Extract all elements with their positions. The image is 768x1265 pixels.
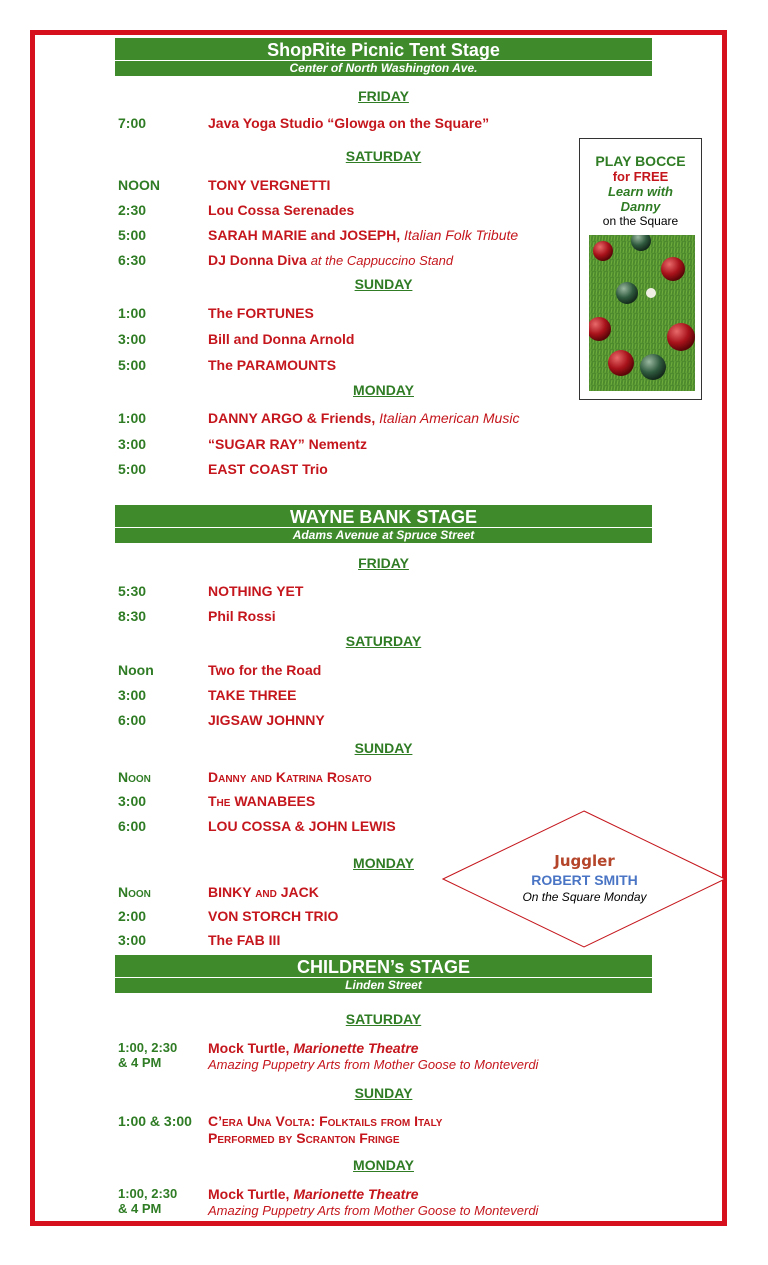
day-heading: MONDAY [353,855,414,871]
act: Danny and Katrina Rosato [208,769,372,785]
time: NOON [118,177,160,193]
time: 3:00 [118,687,147,703]
time: 1:00 [118,410,147,426]
time: 1:00 & 3:00 [118,1113,192,1129]
act-with-note [208,252,453,268]
juggler-heading: Juggler [554,852,615,870]
time: 3:00 [118,793,147,809]
time: 5:30 [118,583,147,599]
time: 8:30 [118,608,147,624]
stage-title: CHILDREN’s STAGE [296,957,470,977]
act: Lou Cossa Serenades [208,202,355,218]
act: BINKY and JACK [208,884,319,900]
day-heading: FRIDAY [358,555,409,571]
day-heading: SATURDAY [345,1011,422,1027]
time [118,1040,177,1070]
act: NOTHING YET [208,583,304,599]
act-with-note [208,410,519,426]
time: 6:00 [118,712,147,728]
time-line: & 4 PM [118,1055,162,1070]
act-with-note [208,1113,442,1147]
act: VON STORCH TRIO [208,908,339,924]
act: Bill and Donna Arnold [208,331,355,347]
time-line: 1:00, 2:30 [118,1040,178,1055]
juggler-name: ROBERT SMITH [531,872,638,888]
day-heading: MONDAY [353,1157,414,1173]
time: 6:30 [118,252,147,268]
time: 5:00 [118,227,147,243]
day-heading: SUNDAY [354,1085,413,1101]
act: Two for the Road [208,662,322,678]
act: Java Yoga Studio “Glowga on the Square” [208,115,490,131]
act: Phil Rossi [208,608,276,624]
time: 5:00 [118,461,147,477]
act-note: Amazing Puppetry Arts from Mother Goose to Monteverdi [208,1057,539,1072]
bocce-learn: Learn with [607,184,673,199]
bocce-free: for FREE [612,169,669,184]
stage-location: Adams Avenue at Spruce Street [115,527,652,543]
time: 2:00 [118,908,147,924]
act: LOU COSSA & JOHN LEWIS [208,818,396,834]
act: “SUGAR RAY” Nementz [208,436,367,452]
act: The FORTUNES [208,305,314,321]
act-with-note [208,1186,538,1219]
time [118,1186,177,1216]
act: The PARAMOUNTS [208,357,337,373]
time: Noon [118,884,151,900]
act-note: Amazing Puppetry Arts from Mother Goose to Monteverdi [208,1203,539,1218]
act: Mock Turtle, [208,1040,290,1056]
act: DJ Donna Diva [208,252,307,268]
act: TONY VERGNETTI [208,177,331,193]
stage-title: ShopRite Picnic Tent Stage [267,40,500,60]
stage-banner-wayne-bank [115,505,652,543]
act-with-note [208,1040,538,1073]
act: Mock Turtle, [208,1186,290,1202]
day-heading: SATURDAY [345,148,422,164]
act: SARAH MARIE and JOSEPH, [208,227,401,243]
act: EAST COAST Trio [208,461,328,477]
act: The WANABEES [208,793,316,809]
bocce-location: on the Square [602,214,679,228]
act-emphasis: Marionette Theatre [293,1186,419,1202]
act-with-note [208,227,518,243]
stage-location: Linden Street [115,977,652,993]
act: DANNY ARGO & Friends, [208,410,376,426]
time: Noon [118,769,151,785]
time: 2:30 [118,202,147,218]
act-emphasis: Marionette Theatre [293,1040,419,1056]
day-heading: SUNDAY [354,740,413,756]
day-heading: SUNDAY [354,276,413,292]
time: 3:00 [118,331,147,347]
time: Noon [118,662,154,678]
act-note: Italian American Music [379,410,520,426]
stage-title: WAYNE BANK STAGE [289,507,478,527]
act-note: Italian Folk Tribute [404,227,519,243]
schedule-row [118,1040,568,1074]
bocce-instructor: Danny [620,199,661,214]
stage-location: Center of North Washington Ave. [115,60,652,76]
time: 3:00 [118,932,147,948]
act: TAKE THREE [208,687,297,703]
bocce-promo-box [579,138,702,400]
bocce-heading: PLAY BOCCE [595,153,686,169]
time-line: 1:00, 2:30 [118,1186,178,1201]
juggler-location: On the Square Monday [522,890,647,904]
time: 5:00 [118,357,147,373]
juggler-callout [492,852,677,904]
act: JIGSAW JOHNNY [208,712,325,728]
schedule-row [118,1186,568,1220]
time: 6:00 [118,818,147,834]
act: The FAB III [208,932,281,948]
act-line-2: Performed by Scranton Fringe [208,1130,400,1146]
stage-banner-shoprite [115,38,652,76]
stage-banner-childrens [115,955,652,993]
time: 7:00 [118,115,147,131]
time-line: & 4 PM [118,1201,162,1216]
time: 1:00 [118,305,147,321]
time: 3:00 [118,436,147,452]
bocce-balls-image [589,235,695,391]
day-heading: SATURDAY [345,633,422,649]
act-note: at the Cappuccino Stand [310,253,454,268]
day-heading: MONDAY [353,382,414,398]
act: C’era Una Volta: Folktails from Italy [208,1113,443,1129]
day-heading: FRIDAY [358,88,409,104]
